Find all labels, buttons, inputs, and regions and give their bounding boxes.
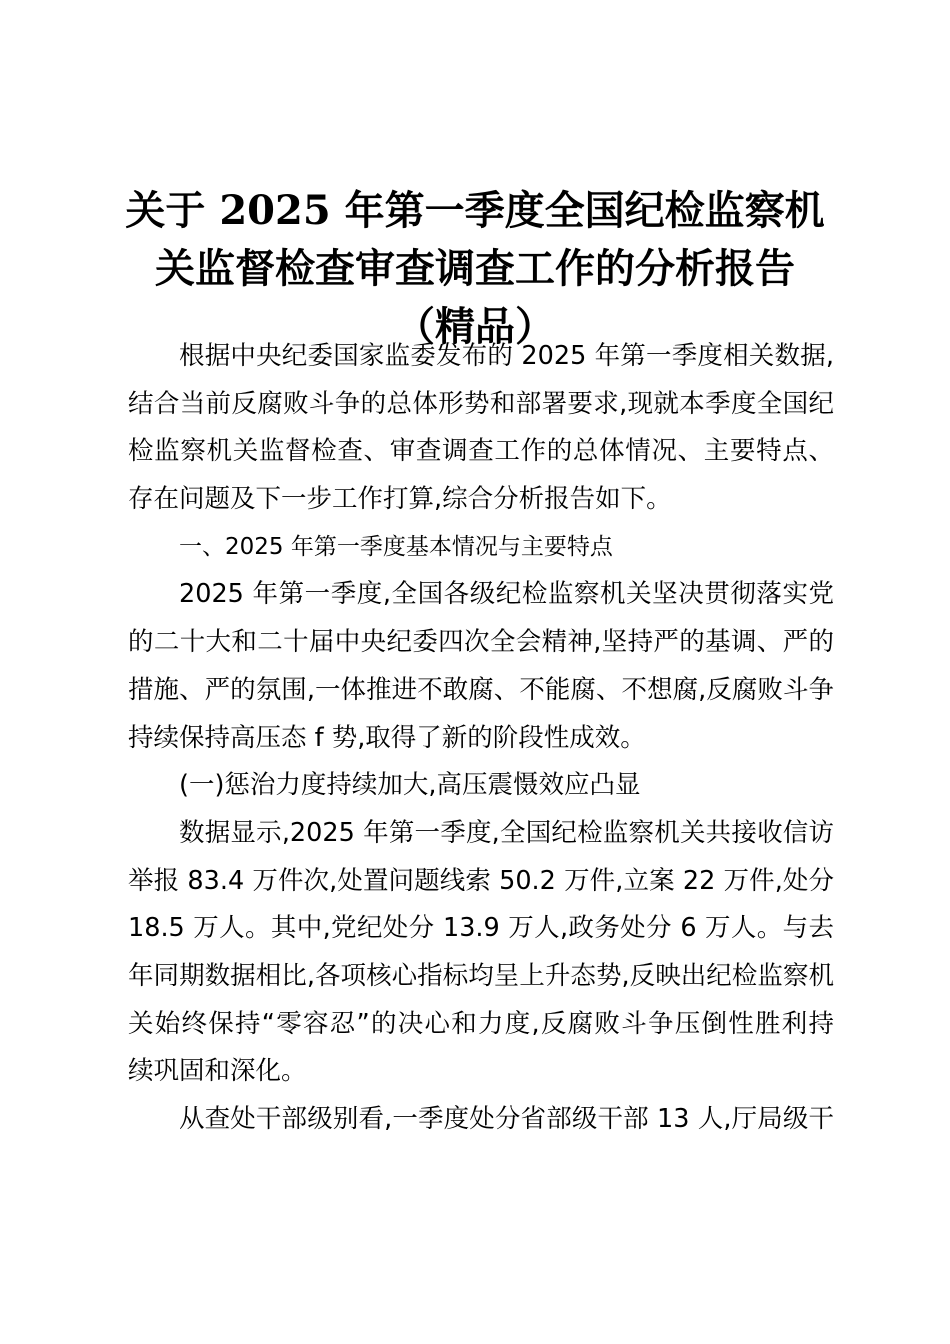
paragraph-level-line: 从查处干部级别看,一季度处分省部级干部 13 人,厅局级干 bbox=[179, 1104, 834, 1134]
paragraph-intro-line: 根据中央纪委国家监委发布的 2025 年第一季度相关数据, bbox=[179, 341, 834, 371]
section-heading-1: 一、2025 年第一季度基本情况与主要特点 bbox=[179, 533, 613, 560]
paragraph-overview-line: 2025 年第一季度,全国各级纪检监察机关坚决贯彻落实党 bbox=[179, 579, 834, 610]
subsection-heading-1: (一)惩治力度持续加大,高压震慑效应凸显 bbox=[179, 770, 641, 801]
paragraph-data-line: 18.5 万人。其中,党纪处分 13.9 万人,政务处分 6 万人。与去 bbox=[128, 913, 834, 944]
paragraph-data-line: 举报 83.4 万件次,处置问题线索 50.2 万件,立案 22 万件,处分 bbox=[128, 865, 834, 896]
paragraph-data-line: 数据显示,2025 年第一季度,全国纪检监察机关共接收信访 bbox=[179, 817, 834, 848]
paragraph-overview-line: 措施、严的氛围,一体推进不敢腐、不能腐、不想腐,反腐败斗争 bbox=[128, 674, 834, 705]
paragraph-data-line: 续巩固和深化。 bbox=[128, 1056, 307, 1087]
title-line-1: 关于 2025 年第一季度全国纪检监察机 bbox=[125, 187, 825, 234]
paragraph-intro-line: 检监察机关监督检查、审查调查工作的总体情况、主要特点、 bbox=[128, 436, 834, 467]
paragraph-intro-line: 结合当前反腐败斗争的总体形势和部署要求,现就本季度全国纪 bbox=[128, 388, 834, 419]
title-line-3: （精品） bbox=[395, 303, 555, 350]
paragraph-intro-line: 存在问题及下一步工作打算,综合分析报告如下。 bbox=[128, 484, 672, 515]
paragraph-overview-line: 的二十大和二十届中央纪委四次全会精神,坚持严的基调、严的 bbox=[128, 627, 834, 658]
document-title bbox=[120, 182, 830, 356]
document-body bbox=[128, 333, 834, 1144]
paragraph-overview-line: 持续保持高压态 f 势,取得了新的阶段性成效。 bbox=[128, 722, 646, 753]
title-line-2: 关监督检查审查调查工作的分析报告 bbox=[155, 245, 795, 292]
paragraph-data-line: 年同期数据相比,各项核心指标均呈上升态势,反映出纪检监察机 bbox=[128, 960, 834, 991]
paragraph-data-line: 关始终保持“零容忍”的决心和力度,反腐败斗争压倒性胜利持 bbox=[128, 1008, 834, 1039]
